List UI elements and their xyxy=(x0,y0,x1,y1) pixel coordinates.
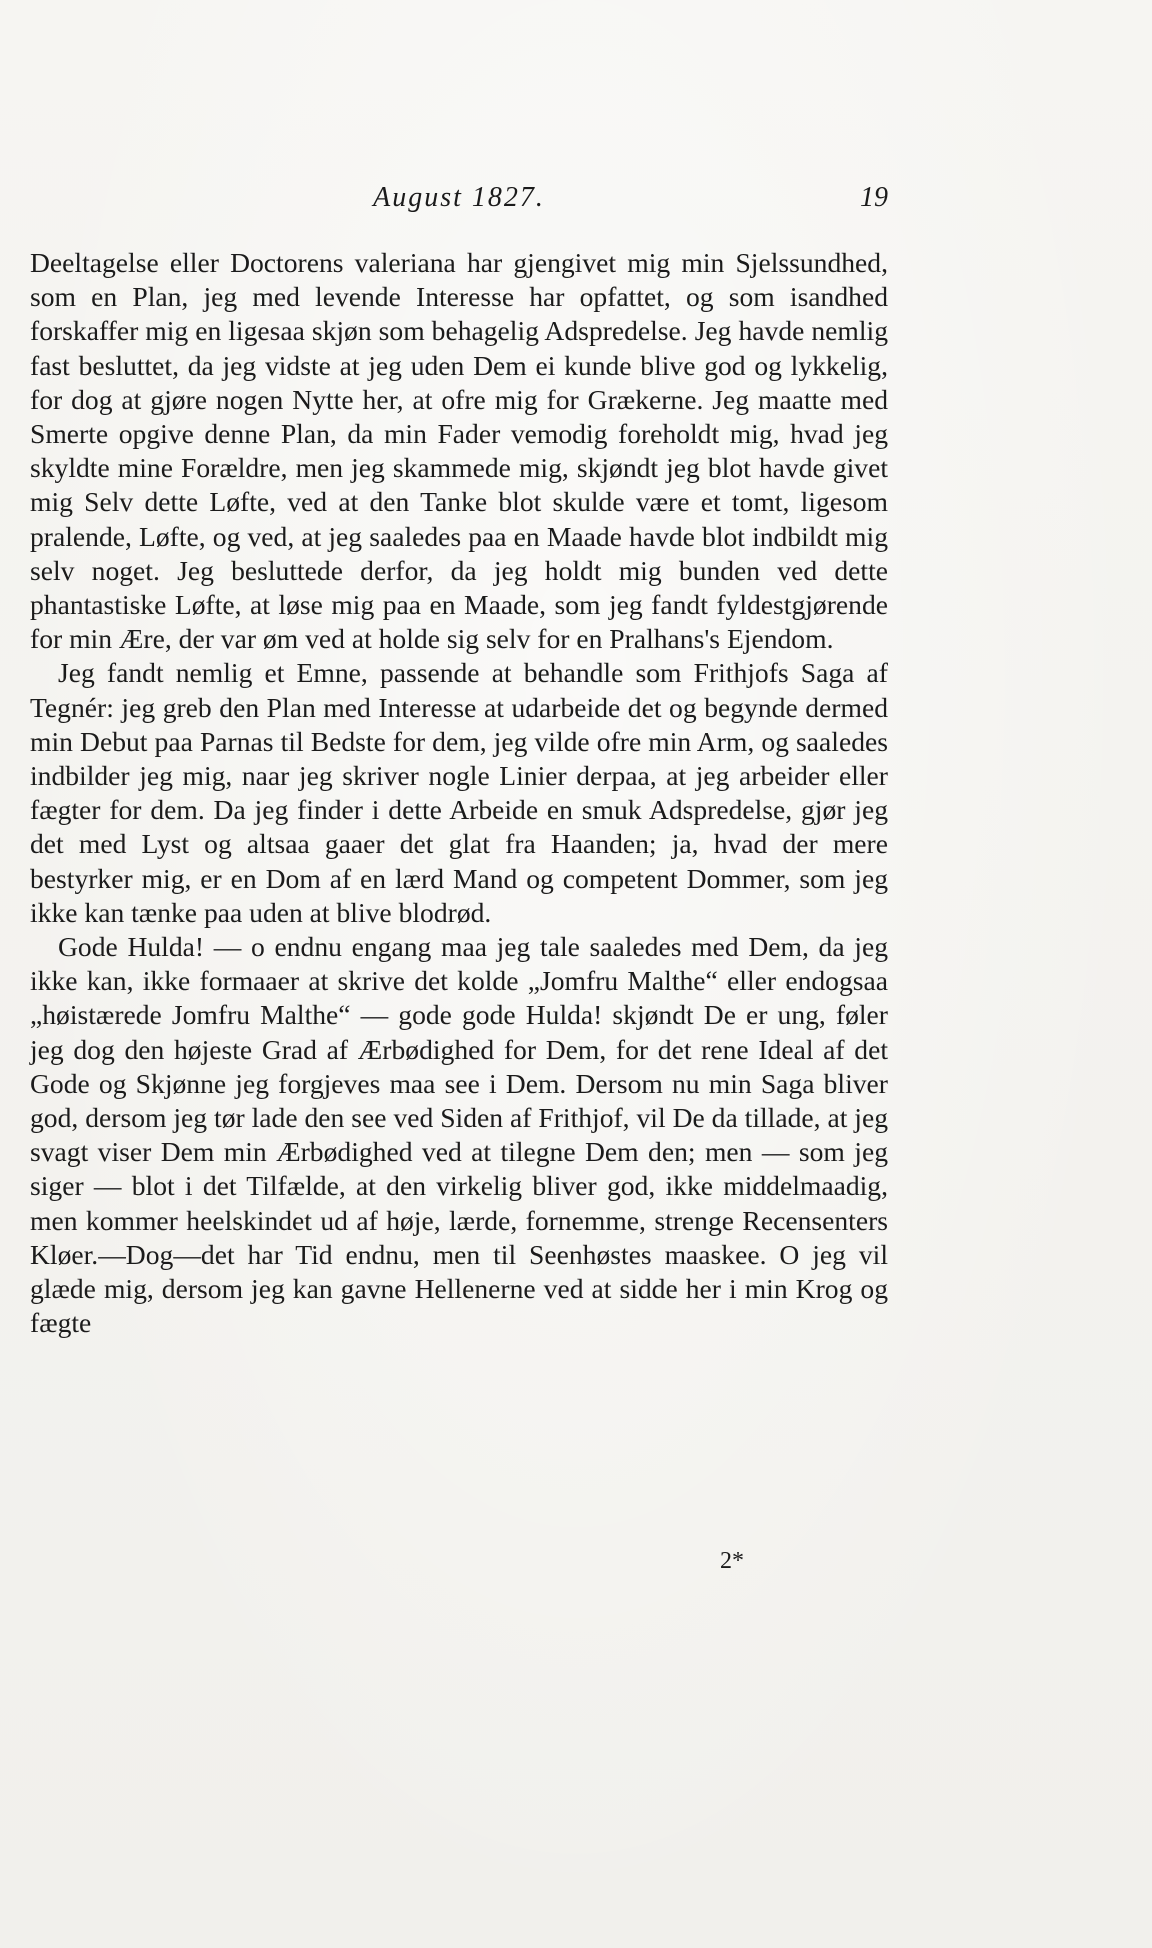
paragraph-1: Deeltagelse eller Doctorens valeriana har gjengivet mig min Sjelssundhed, som en Plan, jeg med levende Interesse har opfattet, og som isandhed forskaffer mig en ligesaa skjøn som behagelig Adspredelse. Jeg havde nemlig fast besluttet, da jeg vidste at jeg uden Dem ei kunde blive god og lykkelig, for dog at gjøre nogen Nytte her, at ofre mig for Grækerne. Jeg maatte med Smerte opgive denne Plan, da min Fader vemodig foreholdt mig, hvad jeg skyldte mine Forældre, men jeg skammede mig, skjøndt jeg blot havde givet mig Selv dette Løfte, ved at den Tanke blot skulde være et tomt, ligesom pralende, Løfte, og ved, at jeg saaledes paa en Maade havde blot indbildt mig selv noget. Jeg besluttede derfor, da jeg holdt mig bunden ved dette phantastiske Løfte, at løse mig paa en Maade, som jeg fandt fyldestgjørende for min Ære, der var øm ved at holde sig selv for en Pralhans's Ejendom. xyxy=(30,247,888,655)
page-header xyxy=(30,176,888,220)
paragraph-3: Gode Hulda! — o endnu engang maa jeg tale saaledes med Dem, da jeg ikke kan, ikke formaaer at skrive det kolde „Jomfru Malthe“ eller endogsaa „høistærede Jomfru Malthe“ — gode gode Hulda! skjøndt De er ung, føler jeg dog den højeste Grad af Ærbødighed for Dem, for det rene Ideal af det Gode og Skjønne jeg forgjeves maa see i Dem. Dersom nu min Saga bliver god, dersom jeg tør lade den see ved Siden af Frithjof, vil De da tillade, at jeg svagt viser Dem min Ærbødighed ved at tilegne Dem den; men — som jeg siger — blot i det Tilfælde, at den virkelig bliver god, ikke middelmaadig, men kommer heelskindet ud af høje, lærde, fornemme, strenge Recensenters Kløer.—Dog—det har Tid endnu, men til Seenhøstes maaskee. O jeg vil glæde mig, dersom jeg kan gavne Hellenerne ved at sidde her i min Krog og fægte xyxy=(30,931,888,1339)
signature-mark: 2* xyxy=(720,1548,744,1574)
page-number: 19 xyxy=(860,182,888,213)
body-text xyxy=(30,246,888,1341)
running-title: August 1827. xyxy=(373,182,545,213)
paragraph-2: Jeg fandt nemlig et Emne, passende at behandle som Frithjofs Saga af Tegnér: jeg greb den Plan med Interesse at udarbeide det og begynde dermed min Debut paa Parnas til Bedste for dem, jeg vilde ofre min Arm, og saaledes indbilder jeg mig, naar jeg skriver nogle Linier derpaa, at jeg arbeider eller fægter for dem. Da jeg finder i dette Arbeide en smuk Adspredelse, gjør jeg det med Lyst og altsaa gaaer det glat fra Haanden; ja, hvad der mere bestyrker mig, er en Dom af en lærd Mand og competent Dommer, som jeg ikke kan tænke paa uden at blive blodrød. xyxy=(30,657,888,928)
